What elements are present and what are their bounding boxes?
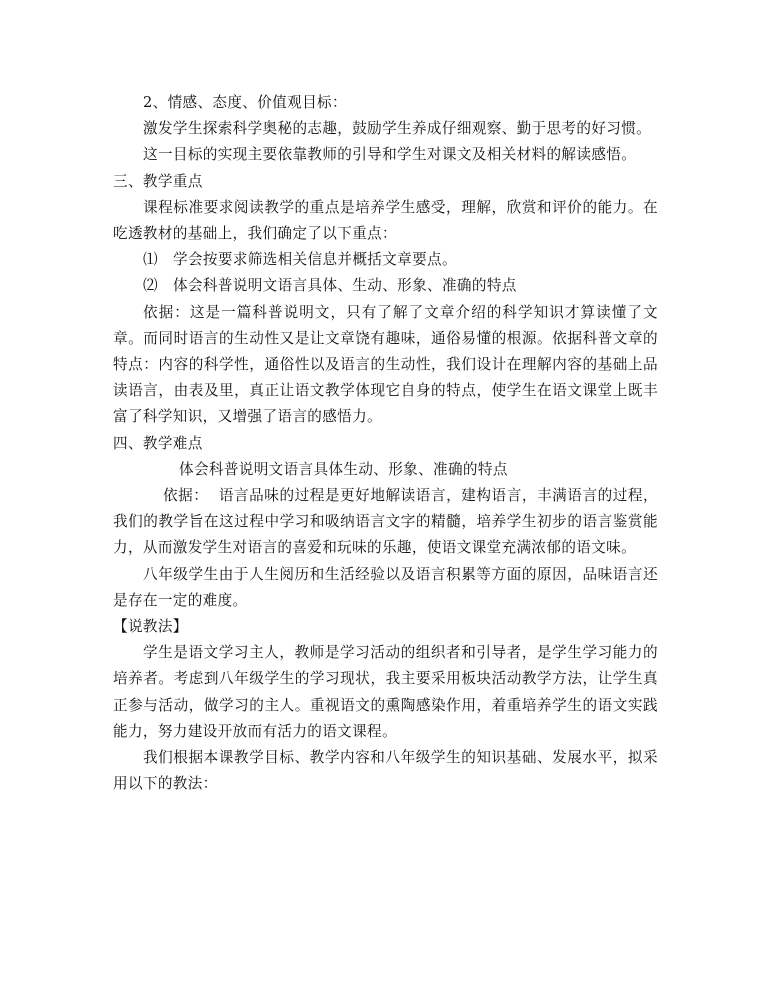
methods-paragraph: 学生是语文学习主人，教师是学习活动的组织者和引导者，是学生学习能力的培养者。考虑到八年级学生的学习现状，我主要采用板块活动教学方法，让学生真正参与活动，做学习的主人。重视语文的熏陶感染作用，着重培养学生的语文实践能力，努力建设开放而有活力的语文课程。 bbox=[113, 644, 658, 740]
list-number: ⑵ bbox=[143, 277, 158, 295]
goal-realization-paragraph: 这一目标的实现主要依靠教师的引导和学生对课文及相关材料的解读感悟。 bbox=[143, 146, 637, 164]
focus-intro-paragraph: 课程标准要求阅读教学的重点是培养学生感受，理解，欣赏和评价的能力。在吃透教材的基础上，我们确定了以下重点： bbox=[113, 198, 658, 243]
methods-intro-paragraph: 我们根据本课教学目标、教学内容和八年级学生的知识基础、发展水平，拟采用以下的教法： bbox=[113, 749, 658, 793]
goal-paragraph: 激发学生探索科学奥秘的志趣，鼓励学生养成仔细观察、勤于思考的好习惯。 bbox=[143, 120, 652, 138]
list-text: 体会科普说明文语言具体、生动、形象、准确的特点 bbox=[173, 277, 517, 295]
list-text: 学会按要求筛选相关信息并概括文章要点。 bbox=[173, 251, 457, 269]
section-heading-difficulty: 四、教学难点 bbox=[113, 434, 203, 452]
difficulty-statement: 体会科普说明文语言具体生动、形象、准确的特点 bbox=[179, 460, 508, 478]
section-heading-focus: 三、教学重点 bbox=[113, 172, 203, 190]
document-body bbox=[113, 90, 658, 797]
focus-list-item bbox=[113, 273, 658, 299]
list-number: ⑴ bbox=[143, 251, 158, 269]
basis-paragraph: 依据：这是一篇科普说明文，只有了解了文章介绍的科学知识才算读懂了文章。而同时语言的生动性又是让文章饶有趣味，通俗易懂的根源。依据科普文章的特点：内容的科学性，通俗性以及语言的生动性，我们设计在理解内容的基础上品读语言，由表及里，真正让语文教学体现它自身的特点，使学生在语文课堂上既丰富了科学知识，又增强了语言的感悟力。 bbox=[113, 303, 658, 426]
difficulty-basis-paragraph: 依据： 语言品味的过程是更好地解读语言，建构语言，丰满语言的过程，我们的教学旨在这过程中学习和吸纳语言文字的精髓，培养学生初步的语言鉴赏能力，从而激发学生对语言的喜爱和玩味的乐趣，使语文课堂充满浓郁的语文味。 bbox=[113, 487, 658, 557]
goal-heading: 2、情感、态度、价值观目标： bbox=[143, 94, 347, 111]
focus-list-item bbox=[113, 247, 658, 273]
grade-note-paragraph: 八年级学生由于人生阅历和生活经验以及语言积累等方面的原因，品味语言还是存在一定的难度。 bbox=[113, 565, 658, 609]
section-heading-methods: 【说教法】 bbox=[113, 618, 188, 636]
